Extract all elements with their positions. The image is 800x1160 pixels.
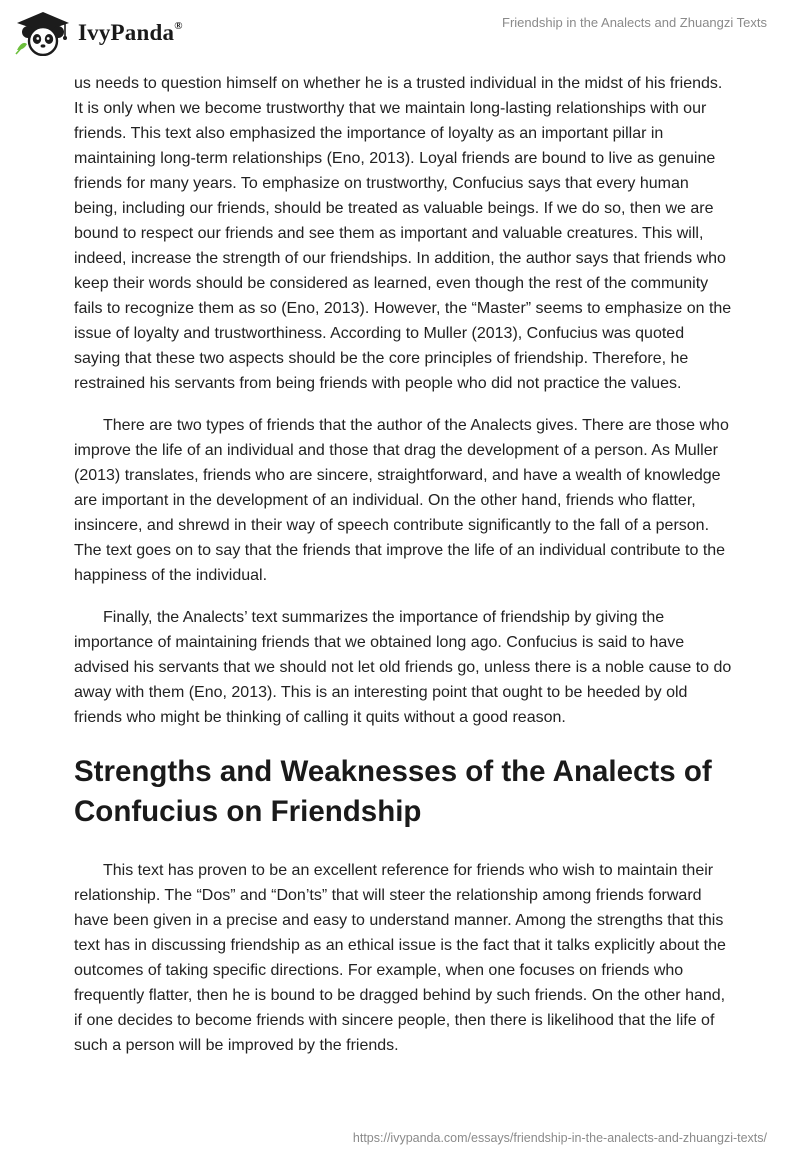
ivypanda-logo[interactable] — [14, 8, 183, 58]
essay-content — [74, 71, 734, 1075]
document-title: Friendship in the Analects and Zhuangzi Texts — [502, 15, 767, 30]
logo-wordmark: IvyPanda® — [78, 20, 183, 45]
panda-graduate-icon — [14, 10, 72, 56]
registered-mark: ® — [174, 20, 183, 33]
body-paragraph: This text has proven to be an excellent reference for friends who wish to maintain their relationship. The “Dos” and “Don’ts” that will steer the relationship among friends forward have been given in a precise and easy to understand manner. Among the strengths that this text has in discussing friendship as an ethical issue is the fact that it talks explicitly about the outcomes of taking specific directions. For example, when one focuses on friends who frequently flatter, then he is bound to be dragged behind by such friends. On the other hand, if one decides to become friends with sincere people, then there is likelihood that the life of such a person will be improved by the friends. — [74, 862, 726, 1054]
source-url[interactable]: https://ivypanda.com/essays/friendship-in-the-analects-and-zhuangzi-texts/ — [352, 1131, 767, 1145]
section-heading: Strengths and Weaknesses of the Analects of Confucius on Friendship — [74, 755, 712, 828]
body-paragraph: Finally, the Analects’ text summarizes the importance of friendship by giving the importance of maintaining friends that we obtained long ago. Confucius is said to have advised his servants that we should not let old friends go, unless there is a noble cause to do away with them (Eno, 2013). This is an interesting point that ought to be heeded by old friends who might be thinking of calling it quits without a good reason. — [74, 609, 732, 726]
body-paragraph: us needs to question himself on whether he is a trusted individual in the midst of his friends. It is only when we become trustworthy that we maintain long-lasting relationships with our friends. This text also emphasized the importance of loyalty as an important pillar in maintaining long-term relationships (Eno, 2013). Loyal friends are bound to live as genuine friends for many years. To emphasize on trustworthy, Confucius says that every human being, including our friends, should be treated as valuable beings. If we do so, then we are bound to respect our friends and see them as important and valuable creatures. This will, indeed, increase the strength of our friendships. In addition, the author says that friends who keep their words should be considered as learned, even though the rest of the community fails to recognize them as so (Eno, 2013). However, the “Master” seems to emphasize on the issue of loyalty and trustworthiness. According to Muller (2013), Confucius was quoted saying that these two aspects should be the core principles of friendship. Therefore, he restrained his servants from being friends with people who did not practice the values. — [74, 75, 732, 392]
body-paragraph: There are two types of friends that the author of the Analects gives. There are those who improve the life of an individual and those that drag the development of a person. As Muller (2013) translates, friends who are sincere, straightforward, and have a wealth of knowledge are important in the development of an individual. On the other hand, friends who flatter, insincere, and shrewd in their way of speech contribute significantly to the fall of a person. The text goes on to say that the friends that improve the life of an individual contribute to the happiness of the individual. — [74, 417, 729, 584]
